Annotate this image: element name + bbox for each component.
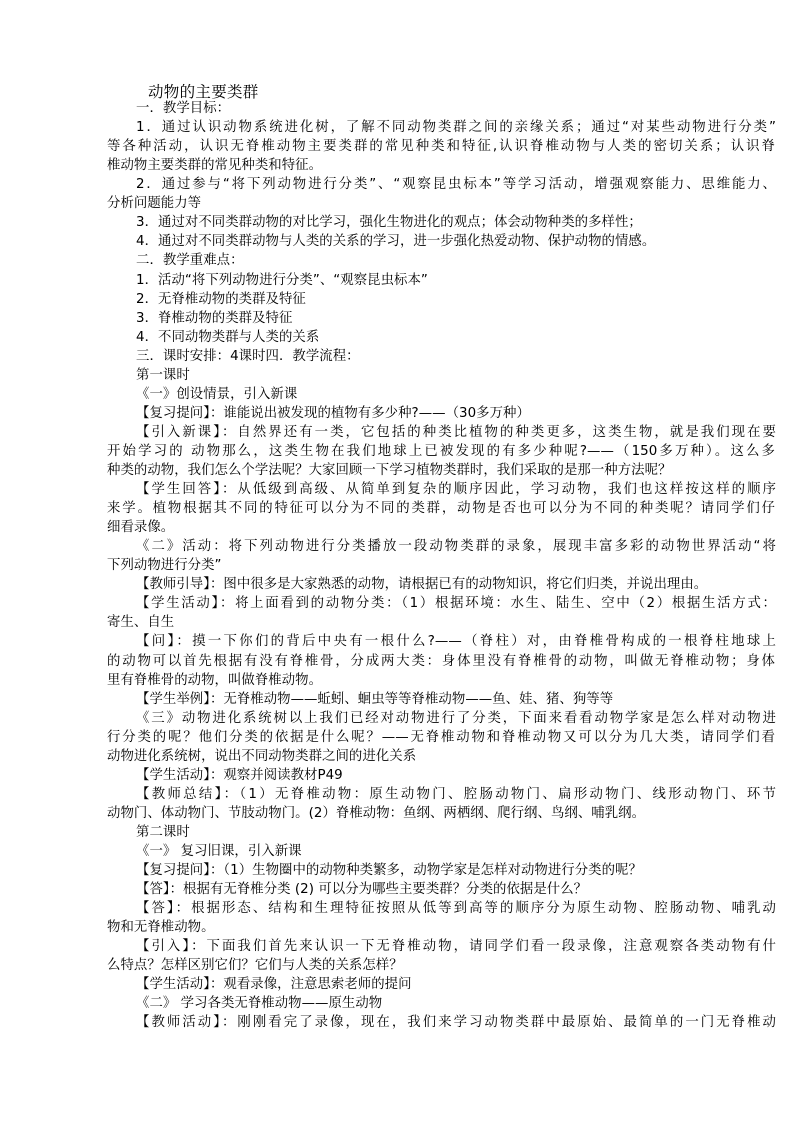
text-line: 【复习提问】：谁能说出被发现的植物有多少种?——（30多万种） — [136, 405, 530, 421]
text-line: 一．教学目标： — [136, 101, 231, 116]
text-line: 【答】：根据有无脊椎分类 (2) 可以分为哪些主要类群？分类的依据是什么？ — [136, 882, 588, 898]
text-line: 二．教学重难点： — [136, 253, 244, 269]
text-line: 【学生回答】：从低级到高级、从简单到复杂的顺序因此，学习动物，我们也这样按这样的顺序 — [136, 482, 776, 497]
document-title: 动物的主要类群 — [148, 83, 259, 101]
text-line: 开始学习的 动物那么，这类生物在我们地球上已被发现的有多少种呢?——（150多万种）。这么多 — [107, 443, 775, 459]
text-line: 三．课时安排：4课时四．教学流程： — [136, 348, 360, 364]
text-line: 的动物可以首先根据有没有脊椎骨，分成两大类：身体里没有脊椎骨的动物，叫做无脊椎动物；身体 — [107, 653, 775, 669]
text-line: 《三》动物进化系统树以上我们已经对动物进行了分类，下面来看看动物学家是怎么样对动物进 — [136, 710, 776, 726]
text-line: 行分类的呢？他们分类的依据是什么呢？——无脊椎动物和脊椎动物又可以分为几大类，请同学们看 — [107, 729, 775, 745]
text-line: 第二课时 — [136, 824, 190, 840]
text-line: 么特点？怎样区别它们？它们与人类的关系怎样？ — [107, 958, 403, 974]
text-line: 动物门、体动物门、节肢动物门。(2）脊椎动物：鱼纲、两栖纲、爬行纲、鸟纲、哺乳纲。 — [107, 805, 646, 821]
text-line: 动物进化系统树，说出不同动物类群之间的进化关系 — [107, 748, 417, 764]
text-line: 【教师引导】：图中很多是大家熟悉的动物，请根据已有的动物知识，将它们归类，并说出理由。 — [136, 577, 708, 593]
text-line: 2．通过参与“将下列动物进行分类”、“观察昆虫标本”等学习活动，增强观察能力、思维能力、 — [136, 177, 776, 193]
text-line: 【引入新课】：自然界还有一类，它包括的种类比植物的种类更多，这类生物，就是我们现在要 — [136, 424, 776, 440]
text-line: 分析问题能力等 — [107, 196, 202, 212]
text-line: 【问】：摸一下你们的背后中央有一根什么?——（脊柱）对，由脊椎骨构成的一根脊柱地球上 — [136, 634, 776, 650]
text-line: 来学。植物根据其不同的特征可以分为不同的类群，动物是否也可以分为不同的种类呢？请同学们仔 — [107, 501, 775, 517]
text-line: 种类的动物，我们怎么个学法呢？大家回顾一下学习植物类群时，我们采取的是那一种方法呢？ — [107, 462, 672, 478]
text-line: 【学生活动】：观察并阅读教材P49 — [136, 767, 343, 783]
text-line: 《一》创设情景，引入新课 — [136, 386, 298, 402]
text-line: 细看录像。 — [107, 520, 175, 536]
text-line: 【答】：根据形态、结构和生理特征按照从低等到高等的顺序分为原生动物、腔肠动物、哺乳动 — [136, 901, 776, 917]
text-line: 第一课时 — [136, 367, 190, 383]
text-line: 【教师活动】：刚刚看完了录像，现在，我们来学习动物类群中最原始、最简单的一门无脊椎动 — [136, 1015, 776, 1031]
text-line: 椎动物主要类群的常见种类和特征。 — [107, 158, 323, 174]
text-line: 【学生举例】：无脊椎动物——蚯蚓、蛔虫等等脊椎动物——鱼、娃、猪、狗等等 — [136, 691, 614, 707]
text-line: 寄生、自生 — [107, 615, 175, 631]
text-line: 4．通过对不同类群动物与人类的关系的学习，进一步强化热爱动物、保护动物的情感。 — [136, 234, 656, 250]
text-line: 【教师总结】：（1）无脊椎动物：原生动物门、腔肠动物门、扁形动物门、线形动物门、环节 — [136, 786, 776, 802]
text-line: 里有脊椎骨的动物，叫做脊椎动物。 — [107, 672, 323, 688]
text-line: 2．无脊椎动物的类群及特征 — [136, 291, 306, 307]
text-line: 下列动物进行分类” — [107, 558, 222, 574]
text-line: 《一》 复习旧课，引入新课 — [136, 844, 302, 859]
text-line: 物和无脊椎动物。 — [107, 920, 215, 936]
text-line: 4．不同动物类群与人类的关系 — [136, 329, 320, 345]
text-line: 3．通过对不同类群动物的对比学习，强化生物进化的观点；体会动物种类的多样性； — [136, 215, 642, 231]
text-line: 【引入】：下面我们首先来认识一下无脊椎动物，请同学们看一段录像，注意观察各类动物有什 — [136, 939, 776, 955]
text-line: 【复习提问】：（1）生物圈中的动物种类繁多，动物学家是怎样对动物进行分类的呢？ — [136, 863, 642, 878]
text-line: 《二》 学习各类无脊椎动物——原生动物 — [136, 996, 383, 1012]
text-line: 等各种活动，认识无脊椎动物主要类群的常见种类和特征,认识脊椎动物与人类的密切关系；认识脊 — [107, 139, 775, 155]
text-line: 【学生活动】：观看录像，注意思索老师的提问 — [136, 977, 412, 993]
text-line: 《二》活动：将下列动物进行分类播放一段动物类群的录象，展现丰富多彩的动物世界活动“将 — [136, 539, 776, 555]
text-line: 1．活动“将下列动物进行分类”、“观察昆虫标本” — [136, 272, 428, 288]
text-line: 1．通过认识动物系统进化树，了解不同动物类群之间的亲缘关系；通过“对某些动物进行分类” — [136, 120, 776, 135]
text-line: 【学生活动】：将上面看到的动物分类：（1）根据环境：水生、陆生、空中（2）根据生活方式： — [136, 596, 776, 612]
text-line: 3．脊椎动物的类群及特征 — [136, 310, 293, 326]
